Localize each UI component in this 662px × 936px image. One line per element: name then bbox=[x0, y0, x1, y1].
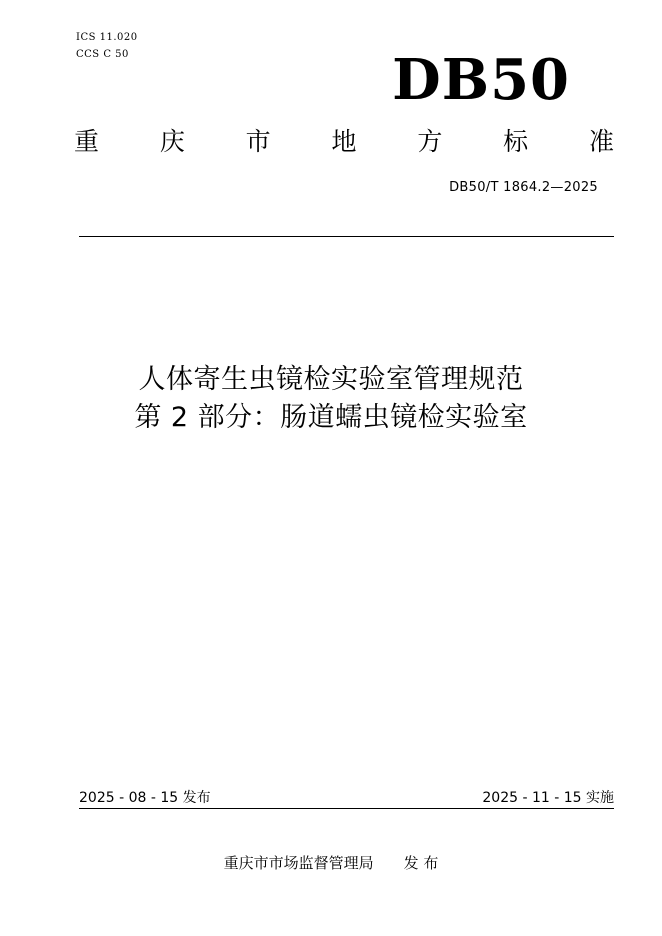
db50-logo: DB50 bbox=[392, 47, 570, 113]
heading-char: 方 bbox=[417, 127, 443, 156]
top-divider bbox=[79, 236, 614, 237]
issuer-line bbox=[0, 852, 662, 874]
publish-date: 2025 - 08 - 15 发布 bbox=[79, 790, 211, 806]
issuer-action: 发 布 bbox=[403, 854, 439, 872]
issuer-name: 重庆市市场监督管理局 bbox=[223, 854, 374, 872]
heading-char: 重 bbox=[74, 127, 100, 156]
standard-number: DB50/T 1864.2—2025 bbox=[449, 180, 598, 195]
ics-code: ICS 11.020 bbox=[76, 32, 138, 43]
ccs-code: CCS C 50 bbox=[76, 49, 129, 60]
document-title-line1: 人体寄生虫镜检实验室管理规范 bbox=[138, 364, 524, 395]
heading-char: 市 bbox=[245, 127, 271, 156]
heading-char: 标 bbox=[503, 127, 529, 156]
heading-char: 准 bbox=[588, 127, 614, 156]
bottom-divider bbox=[79, 808, 614, 809]
standard-type-heading bbox=[74, 124, 614, 160]
heading-char: 地 bbox=[331, 127, 357, 156]
document-title-line2: 第 2 部分：肠道蠕虫镜检实验室 bbox=[134, 402, 528, 433]
heading-char: 庆 bbox=[159, 127, 185, 156]
implement-date: 2025 - 11 - 15 实施 bbox=[482, 790, 614, 806]
